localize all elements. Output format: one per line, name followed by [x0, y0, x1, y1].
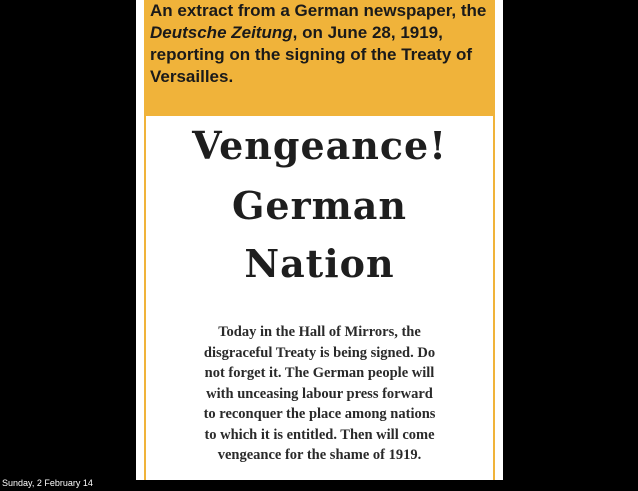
headline-line-3: Nation: [244, 241, 395, 286]
caption-part-2: , on June 28, 1919, reporting on the signing of the Treaty of Versailles.: [150, 23, 473, 86]
newspaper-extract-card: [136, 0, 503, 480]
article-text: [150, 322, 489, 466]
article-line: Today in the Hall of Mirrors, the: [218, 324, 421, 340]
article-line: disgraceful Treaty is being signed. Do: [203, 344, 436, 361]
article-line: to which it is entitled. Then will come: [204, 426, 435, 443]
caption-part-1: An extract from a German newspaper, the: [150, 1, 487, 20]
article-line: to reconquer the place among nations: [203, 406, 436, 422]
slide-date: Sunday, 2 February 14: [2, 478, 93, 488]
caption-box: [144, 0, 495, 116]
headline-line-1: Vengeance!: [192, 123, 447, 168]
headline-line-2: German: [231, 183, 408, 228]
caption-text: [150, 0, 495, 88]
caption-newspaper-name: Deutsche Zeitung: [150, 23, 293, 42]
article-line: not forget it. The German people will: [204, 365, 435, 381]
newspaper-clipping: [144, 116, 495, 480]
article-line: vengeance for the shame of 1919.: [217, 447, 422, 463]
article-line: with unceasing labour press forward: [206, 385, 433, 402]
